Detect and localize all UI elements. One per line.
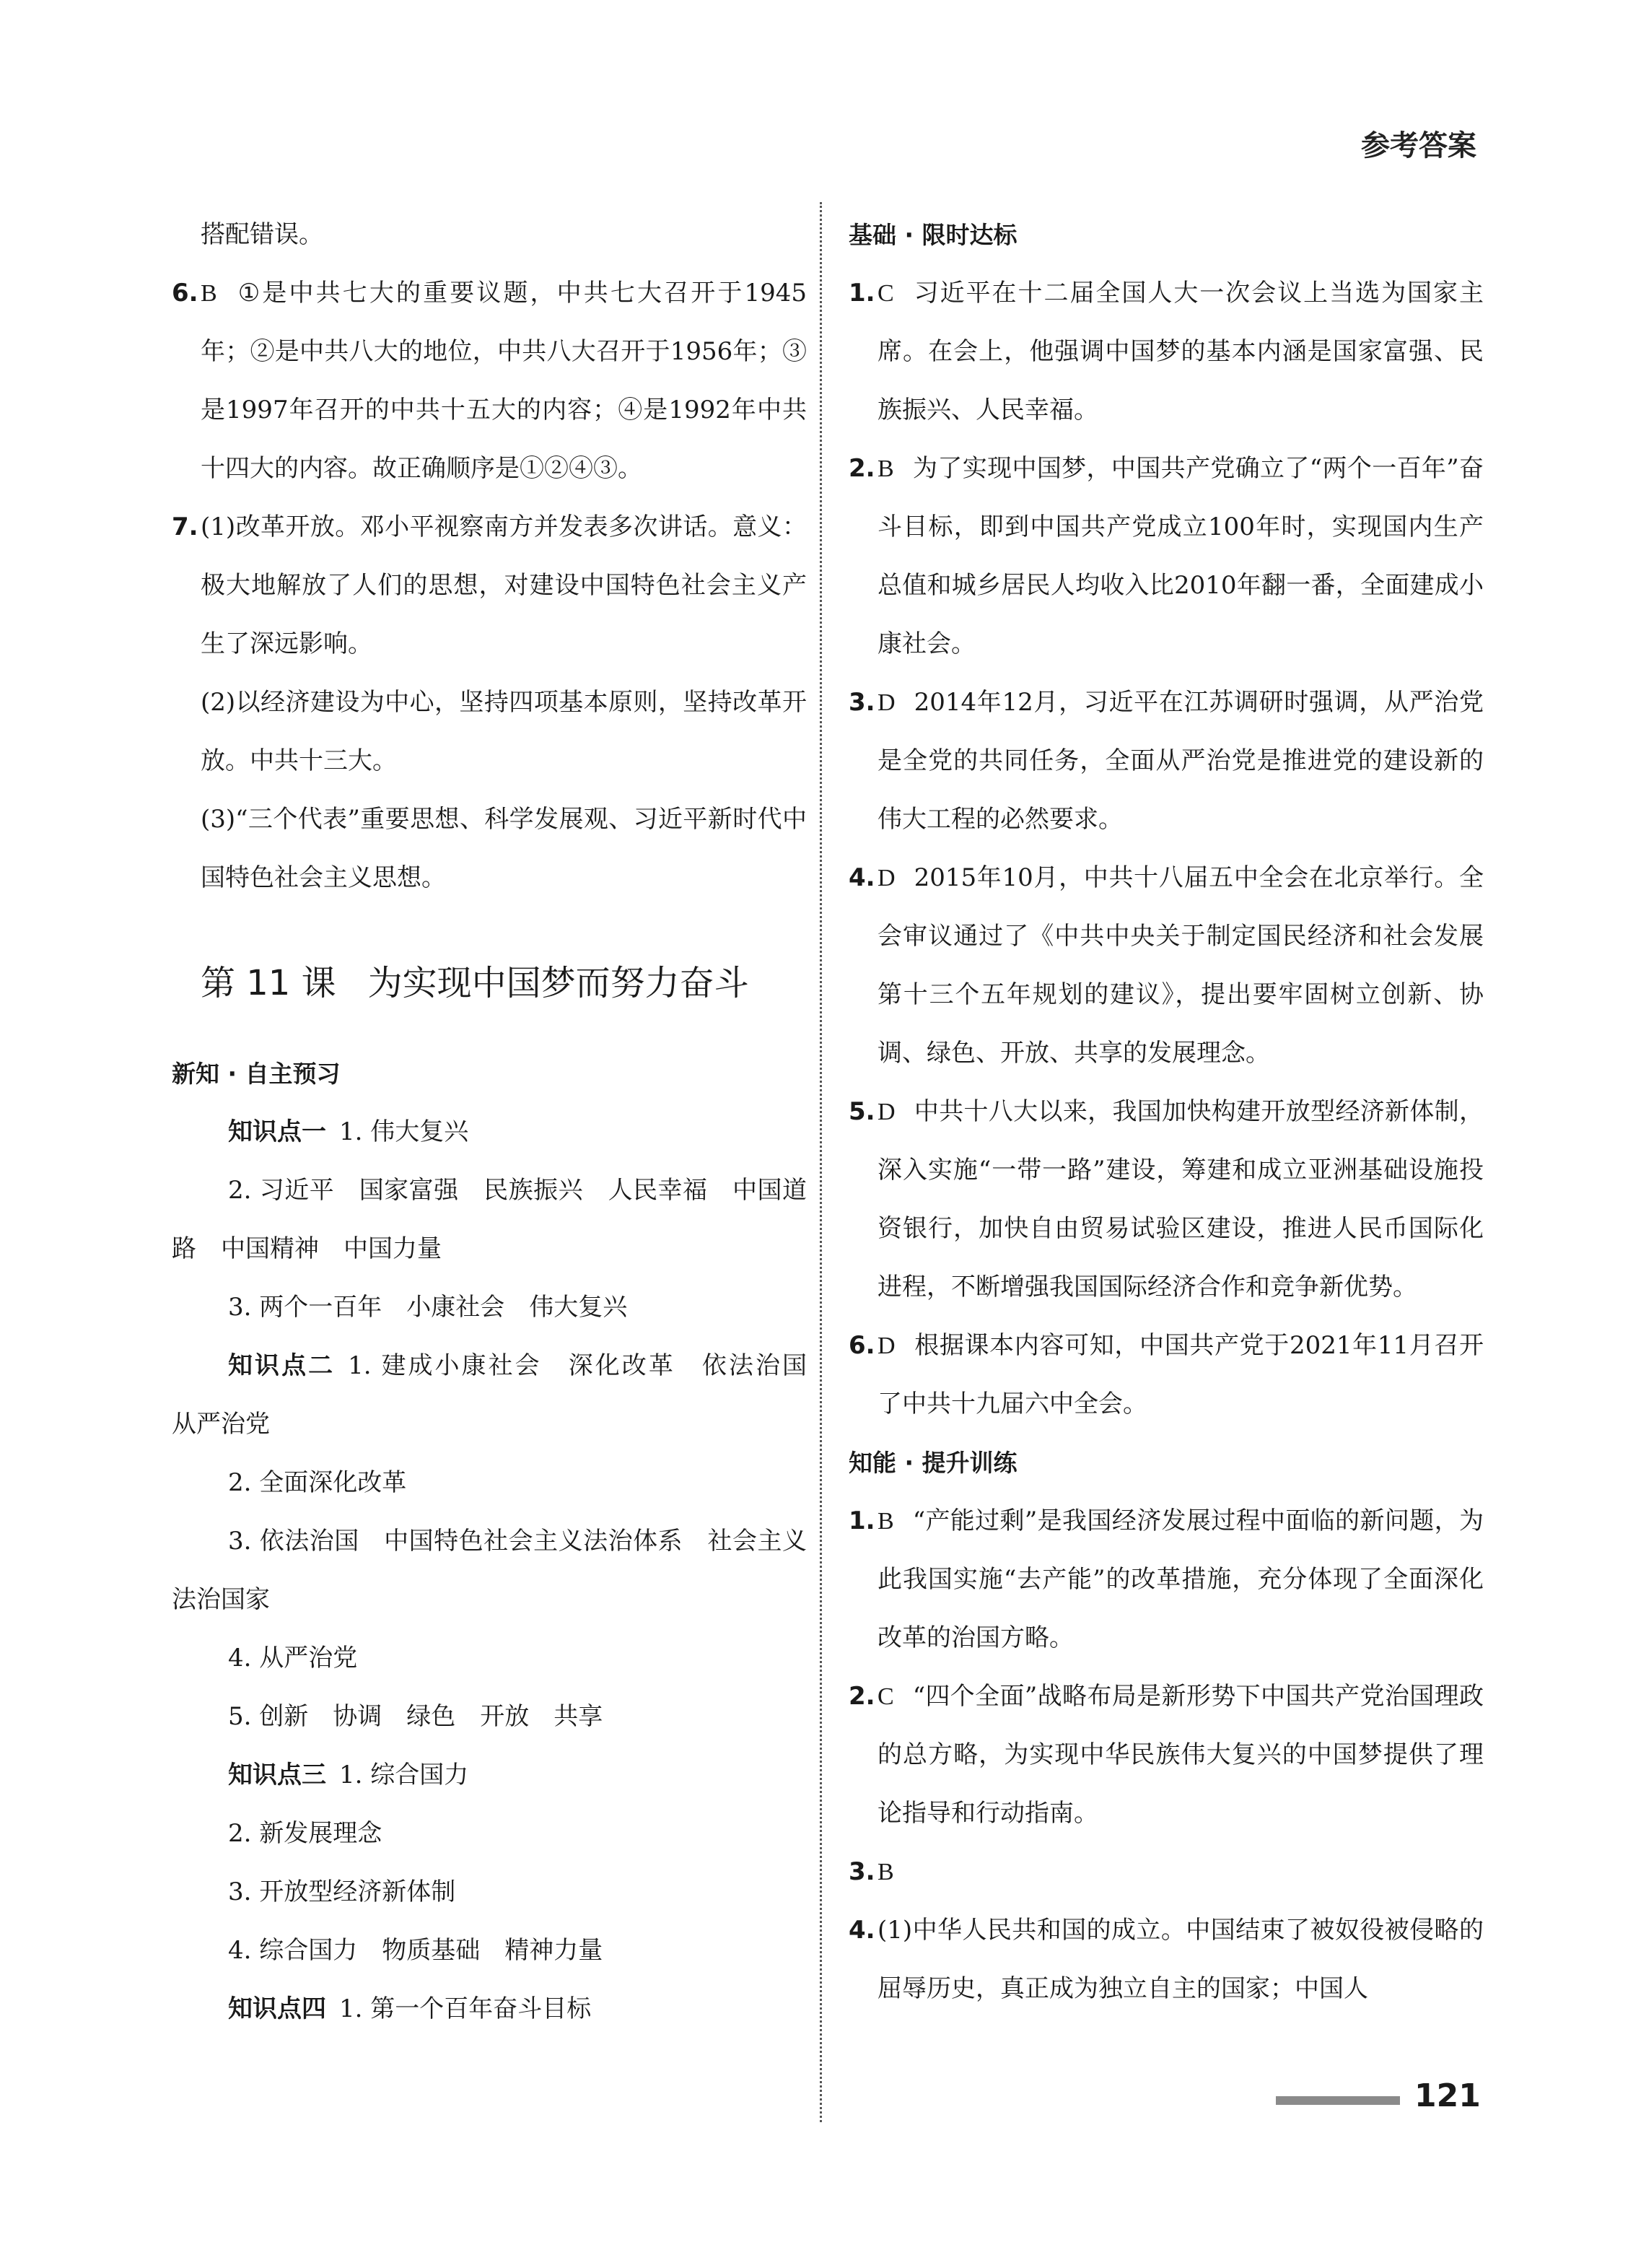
knowledge-point-label: 知识点一 (228, 1117, 326, 1146)
knowledge-point-4-item-1 (172, 1980, 807, 2038)
answer-7-part-3: (3)“三个代表”重要思想、科学发展观、习近平新时代中国特色社会主义思想。 (201, 805, 807, 892)
knowledge-point-2-item-3: 3. 依法治国 中国特色社会主义法治体系 社会主义法治国家 (172, 1527, 807, 1614)
paragraph-continuation: 搭配错误。 (201, 220, 323, 249)
answer-letter: B (878, 455, 894, 482)
advanced-answer-4 (849, 1901, 1484, 2018)
answer-number: 4. (849, 1916, 875, 1945)
answer-number: 4. (849, 863, 875, 892)
advanced-answer-1 (849, 1492, 1484, 1667)
answer-letter: D (878, 689, 896, 716)
answer-explanation: (1)中华人民共和国的成立。中国结束了被奴役被侵略的屈辱历史，真正成为独立自主的国家；中国人 (878, 1916, 1484, 2003)
answer-letter: C (878, 1683, 894, 1710)
section-heading-advanced: 知能 · 提升训练 (849, 1449, 1017, 1477)
answer-6 (172, 264, 807, 498)
answer-explanation: 为了实现中国梦，中国共产党确立了“两个一百年”奋斗目标，即到中国共产党成立100年时，实现国内生产总值和城乡居民人均收入比2010年翻一番，全面建成小康社会。 (878, 454, 1484, 658)
answer-explanation: (1)改革开放。邓小平视察南方并发表多次讲话。意义：极大地解放了人们的思想，对建设中国特色社会主义产生了深远影响。 (201, 513, 807, 658)
basic-answer-4 (849, 849, 1484, 1083)
lesson-title: 为实现中国梦而努力奋斗 (367, 963, 749, 1003)
answer-letter: B (201, 280, 217, 307)
knowledge-item: 1. 第一个百年奋斗目标 (339, 1994, 592, 2023)
basic-answer-6 (849, 1317, 1484, 1434)
basic-answer-5 (849, 1083, 1484, 1317)
answer-letter: B (878, 1508, 894, 1535)
knowledge-item: 1. 伟大复兴 (339, 1117, 469, 1146)
answer-explanation: “四个全面”战略布局是新形势下中国共产党治国理政的总方略，为实现中华民族伟大复兴的中国梦提供了理论指导和行动指南。 (878, 1682, 1484, 1828)
answer-letter: C (878, 280, 894, 307)
section-heading-preview: 新知 · 自主预习 (172, 1060, 341, 1088)
answer-explanation: 习近平在十二届全国人大一次会议上当选为国家主席。在会上，他强调中国梦的基本内涵是国家富强、民族振兴、人民幸福。 (878, 279, 1484, 424)
answer-letter: D (878, 865, 896, 891)
answer-explanation: 中共十八大以来，我国加快构建开放型经济新体制，深入实施“一带一路”建设，筹建和成立亚洲基础设施投资银行，加快自由贸易试验区建设，推进人民币国际化进程，不断增强我国国际经济合作和竞争新优势。 (878, 1097, 1484, 1301)
knowledge-point-label: 知识点三 (228, 1761, 326, 1789)
answer-explanation: ①是中共七大的重要议题，中共七大召开于1945年；②是中共八大的地位，中共八大召开于1956年；③是1997年召开的中共十五大的内容；④是1992年中共十四大的内容。故正确顺序是①②④③。 (201, 279, 807, 483)
knowledge-point-1-item-2: 2. 习近平 国家富强 民族振兴 人民幸福 中国道路 中国精神 中国力量 (172, 1176, 807, 1263)
basic-answer-3 (849, 673, 1484, 849)
answer-number: 7. (172, 513, 198, 541)
knowledge-point-1-item-1 (172, 1103, 807, 1161)
knowledge-point-2-item-2: 2. 全面深化改革 (228, 1468, 407, 1497)
answer-letter: D (878, 1333, 896, 1359)
basic-answer-1 (849, 264, 1484, 440)
answer-number: 3. (849, 688, 875, 717)
knowledge-point-2-item-5: 5. 创新 协调 绿色 开放 共享 (228, 1702, 603, 1731)
answer-number: 1. (849, 1506, 875, 1535)
advanced-answer-3 (849, 1843, 1484, 1901)
answer-number: 6. (849, 1331, 875, 1360)
answer-number: 2. (849, 454, 875, 483)
answer-explanation: 根据课本内容可知，中国共产党于2021年11月召开了中共十九届六中全会。 (878, 1331, 1484, 1418)
advanced-answer-2 (849, 1667, 1484, 1843)
lesson-number: 第 11 课 (201, 963, 336, 1003)
footer-bar (1276, 2096, 1400, 2105)
answer-explanation: “产能过剩”是我国经济发展过程中面临的新问题，为此我国实施“去产能”的改革措施，充分体现了全面深化改革的治国方略。 (878, 1506, 1484, 1652)
answer-number: 1. (849, 279, 875, 308)
knowledge-point-2-item-4: 4. 从严治党 (228, 1644, 358, 1672)
answer-7 (172, 498, 807, 673)
knowledge-point-label: 知识点四 (228, 1994, 326, 2023)
answer-number: 2. (849, 1682, 875, 1711)
basic-answer-2 (849, 440, 1484, 673)
knowledge-point-3-item-1 (172, 1746, 807, 1805)
answer-letter: B (878, 1859, 894, 1885)
answer-number: 6. (172, 279, 198, 308)
lesson-heading (201, 951, 807, 1016)
page-number: 121 (1414, 2077, 1481, 2114)
knowledge-point-3-item-2: 2. 新发展理念 (228, 1819, 382, 1848)
column-divider (820, 202, 822, 2122)
knowledge-item: 1. 建成小康社会 深化改革 依法治国 从严治党 (172, 1351, 832, 1439)
answer-number: 5. (849, 1097, 875, 1126)
knowledge-point-2-item-1 (172, 1337, 832, 1454)
answer-number: 3. (849, 1857, 875, 1886)
right-column (849, 206, 1484, 2018)
answer-explanation: 2014年12月，习近平在江苏调研时强调，从严治党是全党的共同任务，全面从严治党是推进党的建设新的伟大工程的必然要求。 (878, 688, 1484, 834)
knowledge-point-1-item-3: 3. 两个一百年 小康社会 伟大复兴 (228, 1293, 628, 1322)
answer-letter: D (878, 1099, 896, 1125)
knowledge-point-3-item-4: 4. 综合国力 物质基础 精神力量 (228, 1936, 603, 1965)
knowledge-point-label: 知识点二 (228, 1351, 336, 1380)
left-column (172, 206, 832, 2038)
section-heading-basic: 基础 · 限时达标 (849, 221, 1017, 249)
answer-explanation: 2015年10月，中共十八届五中全会在北京举行。全会审议通过了《中共中央关于制定国民经济和社会发展第十三个五年规划的建议》，提出要牢固树立创新、协调、绿色、开放、共享的发展理念。 (878, 863, 1484, 1068)
knowledge-item: 1. 综合国力 (339, 1761, 469, 1789)
answer-7-part-2: (2)以经济建设为中心，坚持四项基本原则，坚持改革开放。中共十三大。 (201, 688, 807, 775)
page-header-title: 参考答案 (1361, 129, 1476, 162)
knowledge-point-3-item-3: 3. 开放型经济新体制 (228, 1877, 456, 1906)
